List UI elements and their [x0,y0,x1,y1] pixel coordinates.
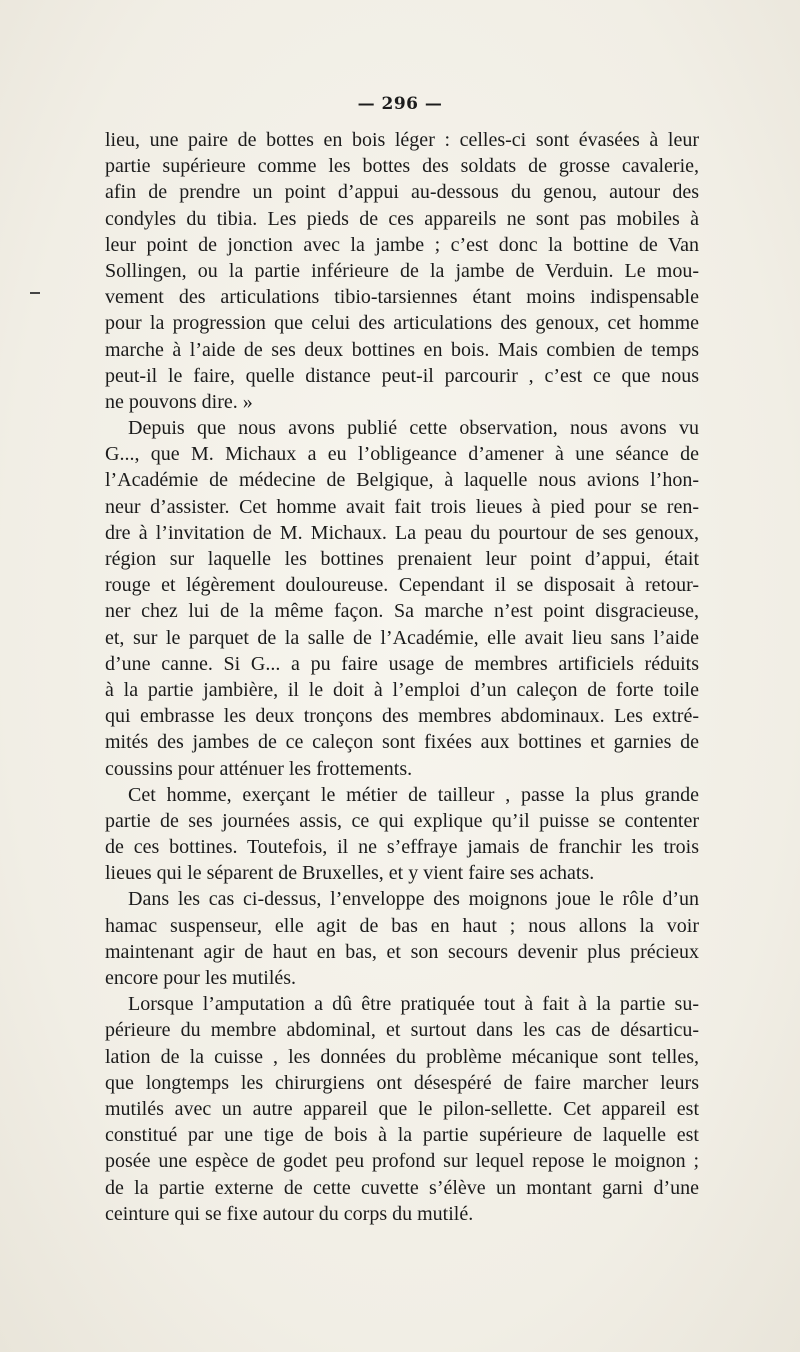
text-line: vement des articulations tibio-tarsiennes étant moins indispensable [105,286,699,309]
text-line: ner chez lui de la même façon. Sa marche n’est point disgracieuse, [105,600,699,623]
text-line: l’Académie de médecine de Belgique, à laquelle nous avions l’hon- [105,469,699,492]
text-line: que longtemps les chirurgiens ont désespéré de faire marcher leurs [105,1071,699,1094]
text-line: posée une espèce de godet peu profond sur lequel repose le moignon ; [105,1150,699,1173]
text-line: et, sur le parquet de la salle de l’Académie, elle avait lieu sans l’aide [105,626,699,649]
text-line: pour la progression que celui des articulations des genoux, cet homme [105,312,699,335]
text-line: hamac suspenseur, elle agit de bas en haut ; nous allons la voir [105,914,699,937]
text-line: Depuis que nous avons publié cette observation, nous avons vu [128,417,699,440]
text-line: condyles du tibia. Les pieds de ces appareils ne sont pas mobiles à [105,207,699,230]
text-line: peut-il le faire, quelle distance peut-il parcourir , c’est ce que nous [105,364,699,387]
text-line: Lorsque l’amputation a dû être pratiquée tout à fait à la partie su- [128,993,699,1016]
text-line: lieues qui le séparent de Bruxelles, et y vient faire ses achats. [105,862,595,885]
text-line: de ces bottines. Toutefois, il ne s’effraye jamais de franchir les trois [105,836,699,859]
text-line: partie de ses journées assis, ce qui explique qu’il puisse se contenter [105,809,699,832]
text-line: G..., que M. Michaux a eu l’obligeance d’amener à une séance de [105,443,699,466]
text-line: ne pouvons dire. » [105,390,253,413]
text-line: lation de la cuisse , les données du problème mécanique sont telles, [105,1045,699,1068]
text-line: ceinture qui se fixe autour du corps du mutilé. [105,1202,474,1225]
text-line: mités des jambes de ce caleçon sont fixées aux bottines et garnies de [105,731,699,754]
text-line: constitué par une tige de bois à la partie supérieure de laquelle est [105,1124,699,1147]
text-line: de la partie externe de cette cuvette s’élève un montant garni d’une [105,1176,699,1199]
text-line: dre à l’invitation de M. Michaux. La peau du pourtour de ses genoux, [105,521,699,544]
text-line: encore pour les mutilés. [105,967,297,989]
text-line: coussins pour atténuer les frottements. [105,757,413,780]
text-line: Sollingen, ou la partie inférieure de la jambe de Verduin. Le mou- [105,259,699,282]
margin-mark [30,292,40,294]
text-line: à la partie jambière, il le doit à l’emploi d’un caleçon de forte toile [105,678,699,701]
text-line: Dans les cas ci-dessus, l’enveloppe des moignons joue le rôle d’un [128,888,699,911]
text-line: région sur laquelle les bottines prenaient leur point d’appui, était [105,548,699,570]
text-line: qui embrasse les deux tronçons des membres abdominaux. Les extré- [105,705,699,728]
text-line: partie supérieure comme les bottes des soldats de grosse cavalerie, [105,155,699,178]
text-line: Cet homme, exerçant le métier de tailleur , passe la plus grande [128,783,699,806]
text-line: périeure du membre abdominal, et surtout dans les cas de désarticu- [105,1019,699,1042]
text-line: mutilés avec un autre appareil que le pilon-sellette. Cet appareil est [105,1097,699,1120]
text-line: marche à l’aide de ses deux bottines en bois. Mais combien de temps [105,338,699,361]
text-line: neur d’assister. Cet homme avait fait trois lieues à pied pour se ren- [105,495,699,518]
text-line: lieu, une paire de bottes en bois léger : celles-ci sont évasées à leur [105,129,699,151]
text-line: d’une canne. Si G... a pu faire usage de membres artificiels réduits [105,652,699,675]
text-line: maintenant agir de haut en bas, et son secours devenir plus précieux [105,940,699,963]
text-line: afin de prendre un point d’appui au-dessous du genou, autour des [105,181,699,204]
page-number: — 296 — [357,94,443,114]
body-text [105,127,699,1227]
text-line: leur point de jonction avec la jambe ; c’est donc la bottine de Van [105,233,699,256]
text-line: rouge et légèrement douloureuse. Cependant il se disposait à retour- [105,574,699,597]
